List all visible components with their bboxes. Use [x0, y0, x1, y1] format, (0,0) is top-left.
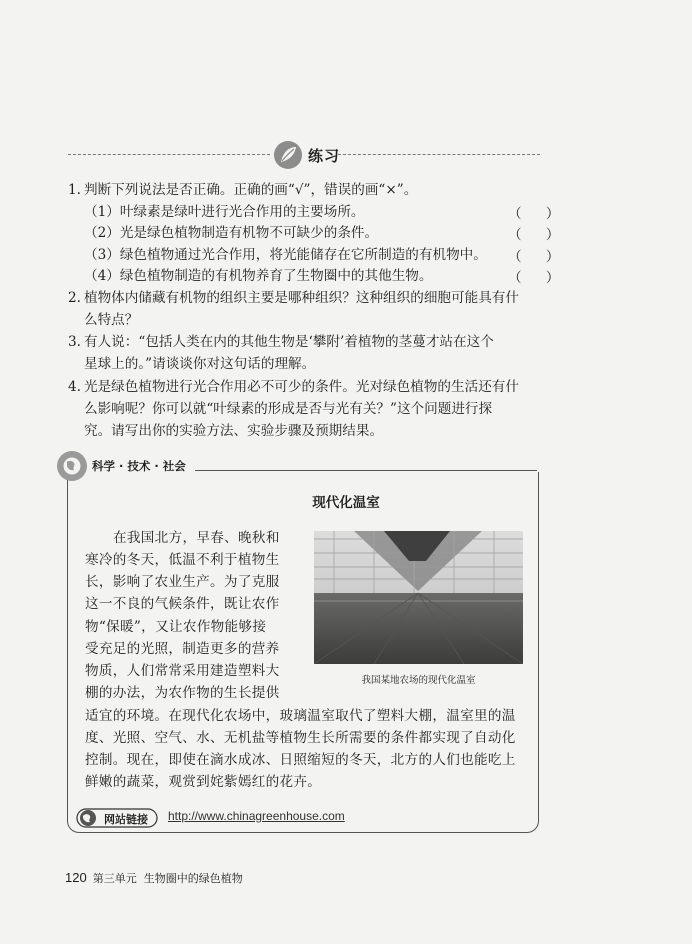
page-footer: [65, 870, 243, 886]
question-2: [68, 288, 519, 309]
q1-item-2: （2）光是绿色植物制造有机物不可缺少的条件。: [84, 225, 379, 241]
article-line: 受充足的光照，制造更多的营养: [85, 641, 280, 657]
article-line: 棚的办法，为农作物的生长提供: [85, 685, 280, 701]
question-3: [68, 332, 494, 353]
article-title: 现代化温室: [312, 495, 380, 511]
article-line: 这一不良的气候条件，既让农作: [85, 596, 280, 612]
website-url-link[interactable]: http://www.chinagreenhouse.com: [168, 809, 345, 823]
article-line: 物质，人们常常采用建造塑料大: [85, 663, 280, 679]
question-text-line: 究。请写出你的实验方法、实验步骤及预期结果。: [84, 423, 384, 439]
q1-item-4: （4）绿色植物制造的有机物养育了生物圈中的其他生物。: [84, 268, 433, 284]
exercise-header: [68, 140, 540, 170]
website-link-label[interactable]: 网站链接: [104, 813, 148, 826]
question-text-line: 么特点？: [84, 312, 139, 328]
answer-blank-4: （ ）: [508, 270, 570, 286]
page-number: 120: [65, 870, 87, 885]
photo-caption: 我国某地农场的现代化温室: [361, 675, 476, 686]
answer-blank-3: （ ）: [508, 249, 570, 265]
article-line: 度、光照、空气、水、无机盐等植物生长所需要的条件都实现了自动化: [85, 730, 516, 746]
chapter-label: 生物圈中的绿色植物: [143, 872, 243, 885]
globe-emblem-icon: [56, 450, 88, 482]
unit-label: 第三单元: [92, 872, 137, 885]
question-text: 判断下列说法是否正确。正确的画“√”，错误的画“×”。: [84, 182, 418, 198]
article-line: 鲜嫩的蔬菜，观赏到姹紫嫣红的花卉。: [85, 774, 322, 790]
question-4: [68, 377, 519, 398]
header-divider-left: [68, 154, 270, 155]
article-line: 在我国北方，早春、晚秋和: [113, 530, 280, 546]
question-text-line: 有人说：“包括人类在内的其他生物是‘攀附’着植物的茎蔓才站在这个: [84, 334, 494, 350]
article-line: 寒冷的冬天，低温不利于植物生: [85, 552, 280, 568]
sts-top-border: [195, 470, 537, 471]
question-text-line: 植物体内储藏有机物的组织主要是哪种组织？这种组织的细胞可能具有什: [84, 290, 519, 306]
article-line: 适宜的环境。在现代化农场中，玻璃温室取代了塑料大棚，温室里的温: [85, 708, 516, 724]
question-number: 3.: [68, 334, 81, 350]
article-line: 长，影响了农业生产。为了克服: [85, 574, 280, 590]
q1-item-1: （1）叶绿素是绿叶进行光合作用的主要场所。: [84, 204, 365, 220]
article-line: 控制。现在，即使在滴水成冰、日照缩短的冬天，北方的人们也能吃上: [85, 752, 516, 768]
question-text-line: 光是绿色植物进行光合作用必不可少的条件。光对绿色植物的生活还有什: [84, 379, 519, 395]
question-number: 2.: [68, 290, 81, 306]
q1-item-3: （3）绿色植物通过光合作用，将光能储存在它所制造的有机物中。: [84, 247, 487, 263]
sts-section-title: 科学 · 技术 · 社会: [92, 459, 186, 473]
question-number: 4.: [68, 379, 81, 395]
leaf-emblem-icon: [273, 140, 303, 170]
question-text-line: 么影响呢？你可以就“叶绿素的形成是否与光有关？”这个问题进行探: [84, 401, 493, 417]
question-number: 1.: [68, 182, 81, 198]
greenhouse-photo: [314, 531, 523, 664]
question-text-line: 星球上的。”请谈谈你对这句话的理解。: [84, 356, 316, 372]
exercise-title: 练习: [308, 147, 341, 165]
answer-blank-1: （ ）: [508, 206, 570, 222]
question-1: [68, 180, 417, 201]
header-divider-right: [338, 154, 540, 155]
answer-blank-2: （ ）: [508, 227, 570, 243]
article-line: 物“保暖”，又让农作物能够接: [85, 619, 267, 635]
